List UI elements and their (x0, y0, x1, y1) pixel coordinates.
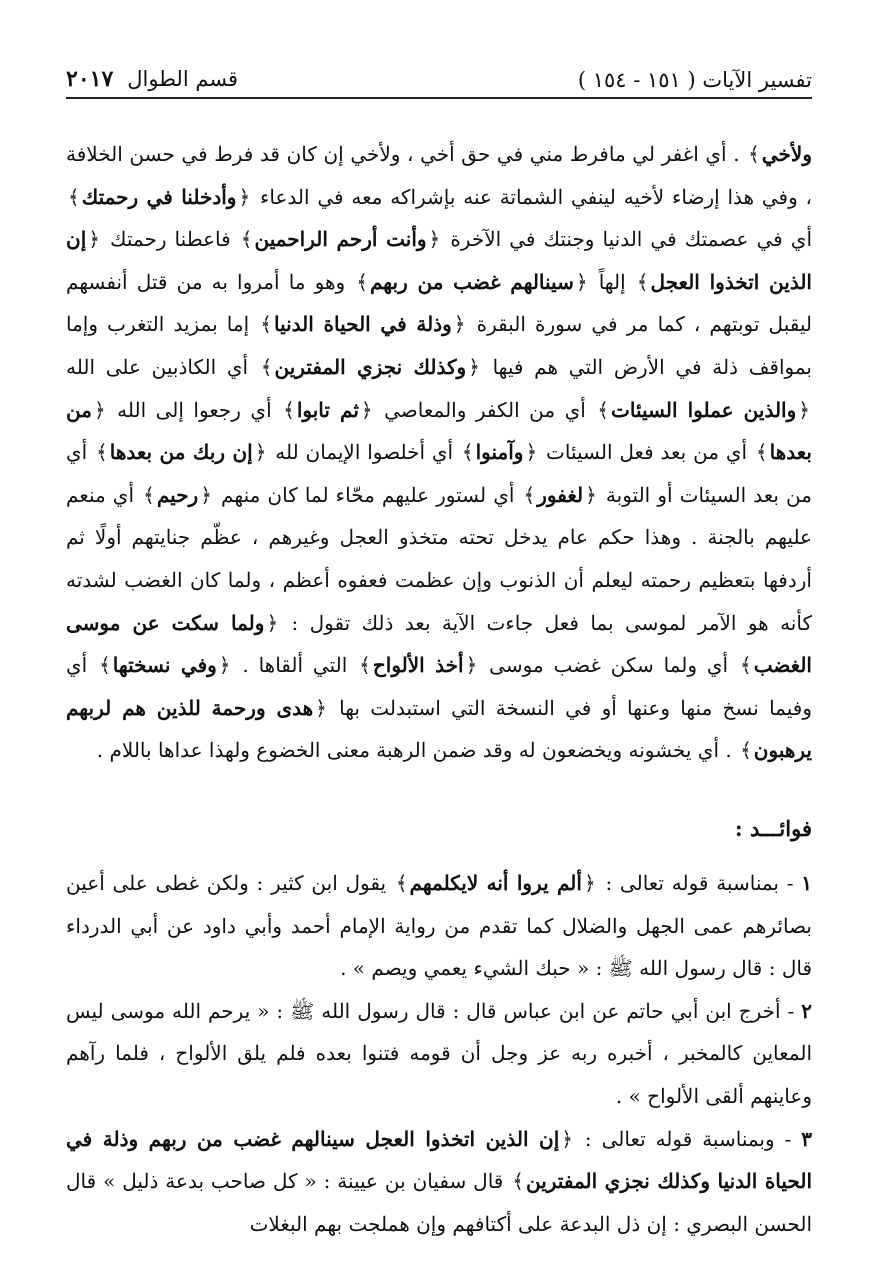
quran-phrase: والذين عملوا السيئات (611, 397, 797, 422)
quran-phrase: ولأخي (761, 142, 812, 166)
commentary-text: فاعطنا رحمتك (101, 227, 239, 252)
close-bracket-ornament: ﴾ (99, 653, 111, 678)
quran-phrase: إن ربك من بعدها (109, 440, 253, 465)
quran-phrase: سينالهم غضب من ربهم (370, 269, 574, 294)
quran-phrase: أخذ الألواح (372, 653, 464, 678)
open-bracket-ornament: ﴿ (200, 482, 212, 507)
open-bracket-ornament: ﴿ (561, 1126, 574, 1151)
header-divider (66, 97, 812, 99)
quran-phrase: إن الذين اتخذوا العجل (66, 227, 812, 294)
quran-phrase: وأنت أرحم الراحمين (254, 227, 427, 252)
open-bracket-ornament: ﴿ (238, 184, 251, 209)
quran-phrase: رحيم (156, 482, 199, 507)
close-bracket-ornament: ﴾ (143, 482, 155, 507)
open-bracket-ornament: ﴿ (254, 440, 267, 465)
open-bracket-ornament: ﴿ (525, 440, 538, 465)
close-bracket-ornament: ﴾ (740, 738, 752, 763)
commentary-text: أي أخلصوا الإيمان لله (268, 440, 460, 465)
fawaid-text: يقول ابن كثير : ولكن غطى على أعين بصائرهم عمى الجهل والضلال كما تقدم من رواية الإمام أحمد وأبي داود عن أبي الدرداء قال : قال رسول الله ﷺ : « حبك الشيء يعمي ويصم » . (66, 871, 812, 981)
close-bracket-ornament: ﴾ (636, 269, 649, 294)
open-bracket-ornament: ﴿ (468, 354, 480, 379)
quran-phrase: من بعدها (66, 397, 812, 465)
close-bracket-ornament: ﴾ (359, 653, 371, 678)
fawaid-text: - أخرج ابن أبي حاتم عن ابن عباس قال : قال رسول الله ﷺ : « يرحم الله موسى ليس المعاين كالمخبر ، أخبره ربه عز وجل أن قومه فتنوا بعده فلم يلق الألواح ، فلما رآهم وعاينهم ألقى الألواح » . (66, 998, 812, 1108)
fawaid-text: - بمناسبة قوله تعالى : (597, 871, 802, 895)
close-bracket-ornament: ﴾ (96, 440, 108, 465)
commentary-text: إلهاً (589, 269, 635, 294)
open-bracket-ornament: ﴿ (360, 397, 373, 422)
open-bracket-ornament: ﴿ (88, 227, 100, 252)
quran-phrase: ألم يروا أنه لايكلمهم (409, 871, 582, 895)
commentary-text: أي الكاذبين على الله (66, 354, 259, 379)
open-bracket-ornament: ﴿ (218, 653, 231, 678)
fawaid-text: قال سفيان بن عيينة : « كل صاحب بدعة ذليل » قال الحسن البصري : إن ذل البدعة على أكتافهم وإن هملجت بهم البغلات (66, 1169, 812, 1236)
open-bracket-ornament: ﴿ (465, 653, 478, 678)
open-bracket-ornament: ﴿ (583, 871, 596, 895)
fawaid-number: ٢ (801, 998, 812, 1023)
close-bracket-ornament: ﴾ (356, 269, 368, 294)
open-bracket-ornament: ﴿ (453, 312, 466, 337)
header-section: قسم الطوال (127, 67, 239, 91)
quran-phrase: إن الذين اتخذوا العجل سينالهم غضب من ربهم وذلة في الحياة الدنيا وكذلك نجزي المفترين (66, 1126, 812, 1194)
close-bracket-ornament: ﴾ (739, 653, 752, 678)
close-bracket-ornament: ﴾ (461, 440, 474, 465)
commentary-text: أي من بعد السيئات أو التوبة (66, 440, 812, 507)
close-bracket-ornament: ﴾ (283, 397, 295, 422)
close-bracket-ornament: ﴾ (260, 312, 272, 337)
commentary-text: أي في عصمتك في الدنيا وجنتك في الآخرة (442, 227, 813, 252)
close-bracket-ornament: ﴾ (240, 227, 253, 252)
quran-phrase: ولما سكت عن موسى الغضب (66, 610, 812, 678)
open-bracket-ornament: ﴿ (585, 482, 597, 507)
quran-phrase: وآمنوا (475, 440, 524, 465)
quran-phrase: لغفور (537, 482, 584, 507)
close-bracket-ornament: ﴾ (755, 440, 768, 465)
commentary-text: أي لستور عليهم محّاء لما كان منهم (213, 482, 522, 507)
header-section-group (66, 66, 238, 92)
tafsir-body (66, 133, 812, 772)
commentary-text: أي وفيما نسخ منها وعنها أو في النسخة التي استبدلت بها (66, 653, 812, 720)
fawaid-item (66, 1118, 812, 1246)
open-bracket-ornament: ﴿ (315, 695, 327, 720)
close-bracket-ornament: ﴾ (523, 482, 536, 507)
fawaid-section (66, 862, 812, 1245)
commentary-text: أي من الكفر والمعاصي (374, 397, 596, 422)
fawaid-number: ١ (801, 871, 812, 895)
quran-phrase: وذلة في الحياة الدنيا (273, 312, 452, 337)
quran-phrase: وأدخلنا في رحمتك (81, 184, 237, 209)
quran-phrase: ثم تابوا (296, 397, 359, 422)
open-bracket-ornament: ﴿ (93, 397, 106, 422)
commentary-text: أي منعم عليهم بالجنة . وهذا حكم عام يدخل تحته متخذو العجل وغيرهم ، عظّم جنايتهم أولًا ثم أردفها بتعظيم رحمته ليعلم أن الذنوب وإن عظمت فعفوه أعظم ، ولما كان الغضب لشدته كأنه هو الآمر لموسى بما فعل جاءت الآية بعد ذلك تقول : (66, 482, 812, 635)
page-number: ٢٠١٧ (66, 66, 114, 92)
close-bracket-ornament: ﴾ (512, 1169, 524, 1194)
commentary-text: أي رجعوا إلى الله (107, 397, 282, 422)
close-bracket-ornament: ﴾ (68, 184, 80, 209)
commentary-text: التي ألقاها . (232, 653, 358, 678)
fawaid-heading: فوائـــد : (734, 816, 812, 841)
commentary-text: . أي اغفر لي مافرط مني في حق أخي ، ولأخي إن كان قد فرط في حسن الخلافة ، وفي هذا إرضاء لأخيه لينفي الشماتة عنه بإشراكه معه في الدعاء (66, 142, 813, 209)
open-bracket-ornament: ﴿ (266, 610, 279, 635)
header-title: تفسير الآيات ( ١٥١ - ١٥٤ ) (577, 68, 812, 92)
open-bracket-ornament: ﴿ (575, 269, 588, 294)
close-bracket-ornament: ﴾ (597, 397, 610, 422)
commentary-text: أي ولما سكن غضب موسى (479, 653, 738, 678)
fawaid-item (66, 990, 812, 1118)
commentary-text: إما بمزيد التغرب وإما بمواقف ذلة في الأرض التي هم فيها (66, 312, 812, 379)
commentary-text: وهو ما أمروا به من قتل أنفسهم ليقبل توبتهم ، كما مر في سورة البقرة (66, 269, 812, 337)
tafsir-paragraph (66, 133, 812, 772)
commentary-text: . أي يخشونه ويخضعون له وقد ضمن الرهبة معنى الخضوع ولهذا عداها باللام . (96, 738, 739, 763)
close-bracket-ornament: ﴾ (260, 354, 273, 379)
quran-phrase: وكذلك نجزي المفترين (274, 354, 467, 379)
close-bracket-ornament: ﴾ (748, 142, 760, 166)
open-bracket-ornament: ﴿ (428, 227, 441, 252)
fawaid-item (66, 862, 812, 990)
fawaid-number: ٣ (801, 1126, 812, 1151)
page-header (66, 52, 812, 98)
commentary-text: أي من بعد فعل السيئات (539, 440, 754, 465)
fawaid-text: - وبمناسبة قوله تعالى : (575, 1126, 802, 1151)
quran-phrase: هدى ورحمة للذين هم لربهم يرهبون (66, 695, 812, 763)
open-bracket-ornament: ﴿ (798, 397, 810, 422)
quran-phrase: وفي نسختها (112, 653, 217, 678)
close-bracket-ornament: ﴾ (395, 871, 408, 895)
